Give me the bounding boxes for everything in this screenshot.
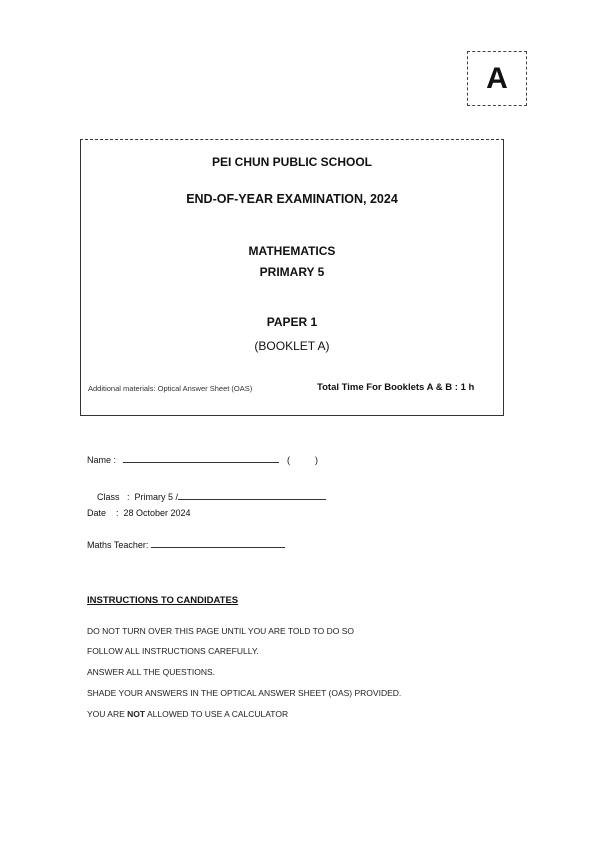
name-label: Name : [87, 455, 117, 465]
instruction-line: SHADE YOUR ANSWERS IN THE OPTICAL ANSWER SHEET (OAS) PROVIDED. [87, 688, 402, 698]
instructions-title: INSTRUCTIONS TO CANDIDATES [87, 595, 239, 606]
teacher-field [87, 538, 285, 550]
name-field [87, 453, 318, 465]
instruction-line: ANSWER ALL THE QUESTIONS. [87, 667, 216, 677]
instruction-line: FOLLOW ALL INSTRUCTIONS CAREFULLY. [87, 646, 259, 656]
instruction-emphasis: NOT [127, 709, 146, 719]
instruction-line: DO NOT TURN OVER THIS PAGE UNTIL YOU ARE TOLD TO DO SO [87, 626, 355, 636]
booklet: (BOOKLET A) [254, 339, 330, 353]
level: PRIMARY 5 [259, 265, 325, 279]
booklet-label-box: A [467, 51, 527, 106]
class-blank [178, 490, 326, 500]
additional-materials: Additional materials: Optical Answer Sheet (OAS) [88, 384, 253, 393]
paper: PAPER 1 [266, 315, 318, 329]
subject: MATHEMATICS [248, 244, 336, 258]
instruction-text: ALLOWED TO USE A CALCULATOR [145, 709, 289, 719]
date-field: Date : 28 October 2024 [87, 508, 191, 518]
teacher-label: Maths Teacher: [87, 540, 149, 550]
teacher-blank [151, 538, 285, 548]
instruction-line [87, 709, 288, 719]
school-name: PEI CHUN PUBLIC SCHOOL [211, 155, 372, 169]
total-time: Total Time For Booklets A & B : 1 h [317, 382, 475, 393]
instruction-text: YOU ARE [87, 709, 128, 719]
name-blank [123, 453, 279, 463]
exam-title: END-OF-YEAR EXAMINATION, 2024 [186, 192, 398, 206]
class-label: Class : Primary 5 / [97, 492, 179, 502]
register-number-paren: ( ) [287, 455, 319, 465]
